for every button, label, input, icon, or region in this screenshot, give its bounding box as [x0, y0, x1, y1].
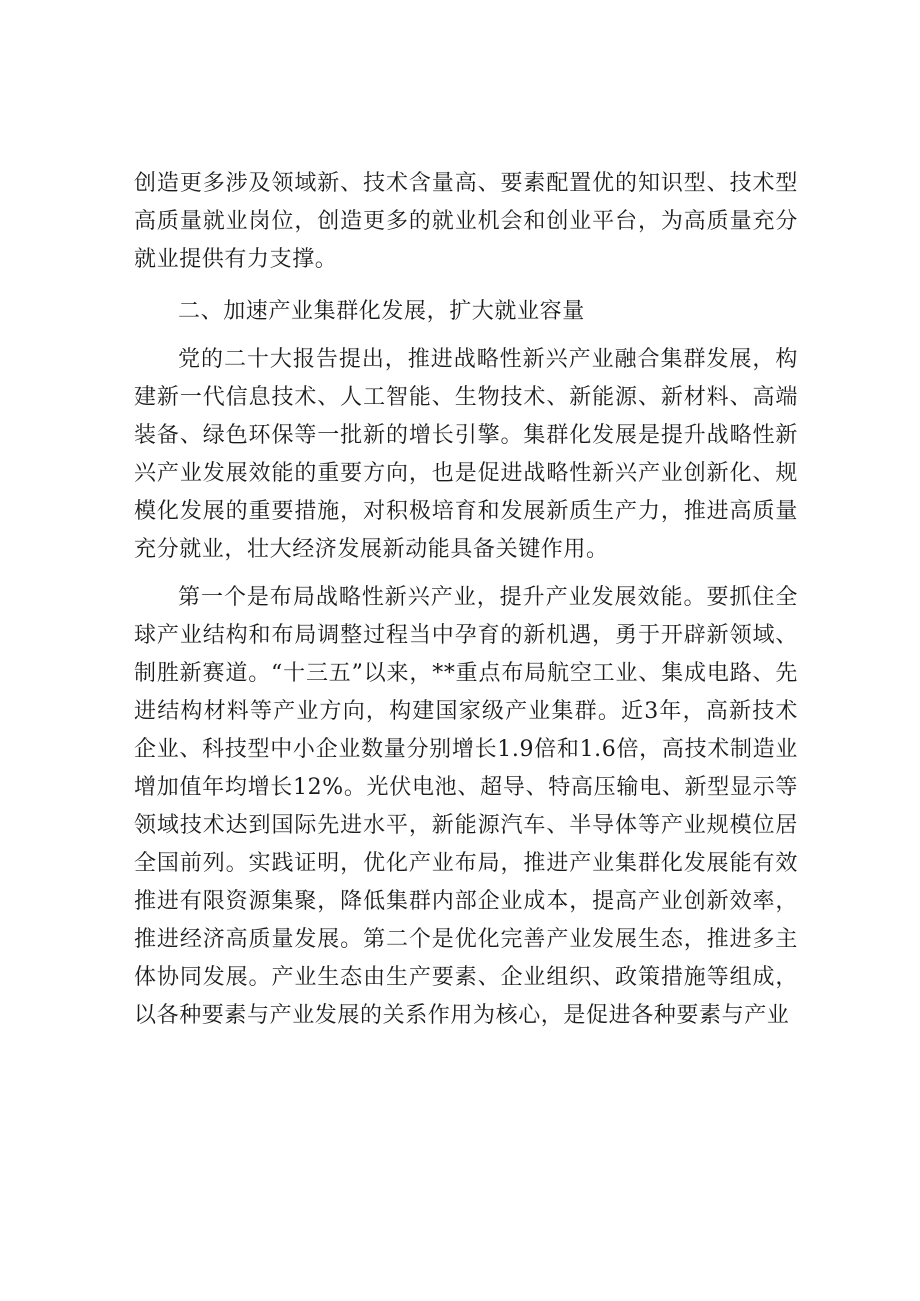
paragraph-intro: 创造更多涉及领域新、技术含量高、要素配置优的知识型、技术型高质量就业岗位，创造更多的就业机会和创业平台，为高质量充分就业提供有力支撑。 — [134, 171, 798, 272]
paragraph-report: 党的二十大报告提出，推进战略性新兴产业融合集群发展，构建新一代信息技术、人工智能、生物技术、新能源、新材料、高端装备、绿色环保等一批新的增长引擎。集群化发展是提升战略性新兴产业发展效能的重要方向，也是促进战略性新兴产业创新化、规模化发展的重要措施，对积极培育和发展新质生产力，推进高质量充分就业，壮大经济发展新动能具备关键作用。 — [134, 347, 798, 562]
document-page — [134, 165, 798, 1035]
section-heading: 二、加速产业集群化发展，扩大就业容量 — [178, 299, 585, 324]
paragraph-industry-layout: 第一个是布局战略性新兴产业，提升产业发展效能。要抓住全球产业结构和布局调整过程当中孕育的新机遇，勇于开辟新领域、制胜新赛道。“十三五”以来，**重点布局航空工业、集成电路、先进结构材料等产业方向，构建国家级产业集群。近3年，高新技术企业、科技型中小企业数量分别增长1.9倍和1.6倍，高技术制造业增加值年均增长12%。光伏电池、超导、特高压输电、新型显示等领域技术达到国际先进水平，新能源汽车、半导体等产业规模位居全国前列。实践证明，优化产业布局，推进产业集群化发展能有效推进有限资源集聚，降低集群内部企业成本，提高产业创新效率，推进经济高质量发展。第二个是优化完善产业发展生态，推进多主体协同发展。产业生态由生产要素、企业组织、政策措施等组成，以各种要素与产业发展的关系作用为核心，是促进各种要素与产业 — [134, 585, 798, 1028]
